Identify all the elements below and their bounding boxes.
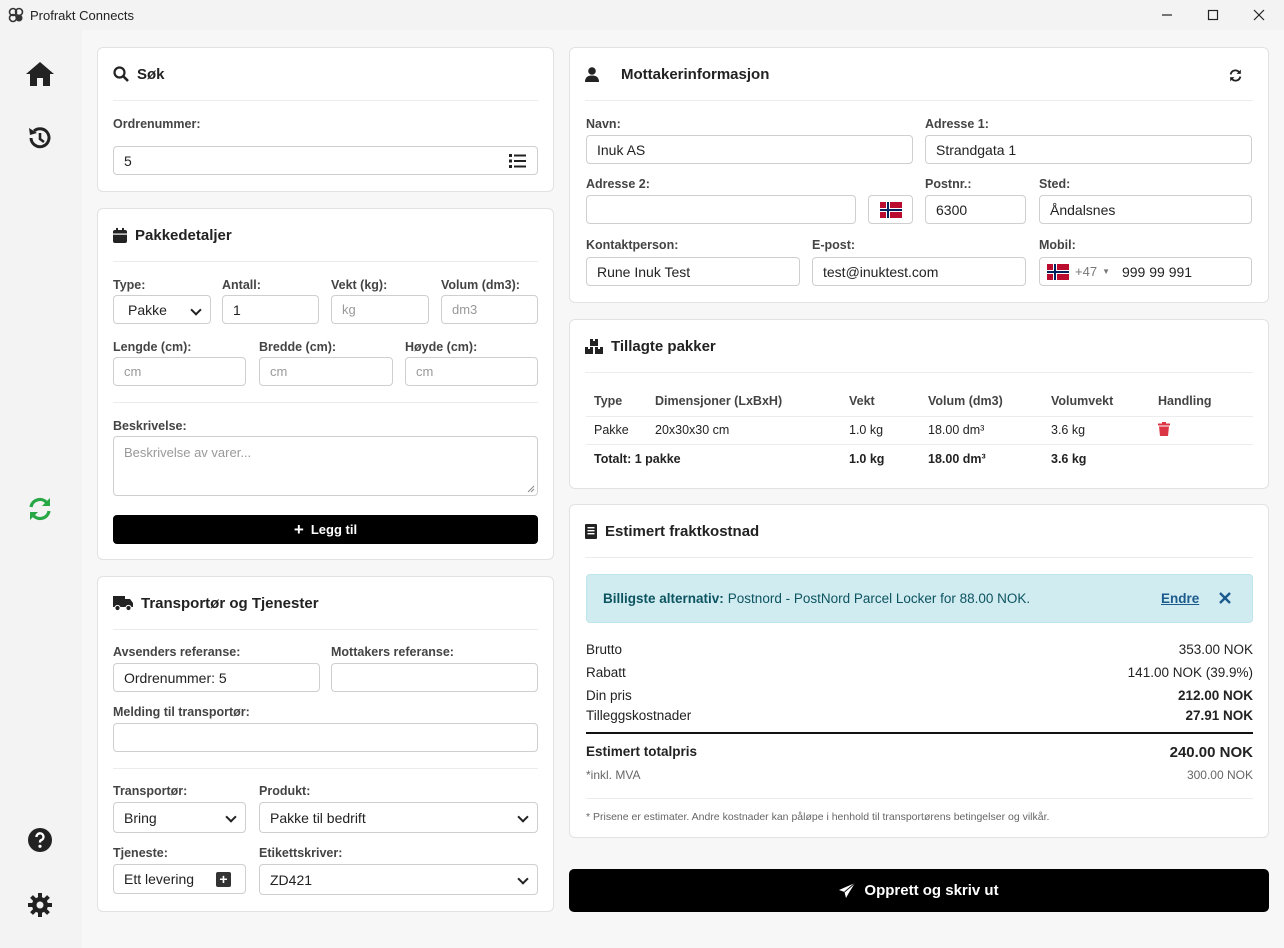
length-input[interactable] (113, 357, 246, 386)
maximize-icon (1207, 9, 1219, 21)
printer-select[interactable] (259, 864, 538, 895)
divider (113, 768, 538, 769)
receiver-header (585, 48, 1253, 101)
address1-input[interactable] (925, 135, 1252, 164)
search-title: Søk (137, 65, 165, 83)
count-label: Antall: (222, 278, 261, 292)
column-header: Vekt (849, 394, 875, 409)
printer-value: ZD421 (270, 871, 313, 888)
gear-icon (27, 892, 53, 918)
table-cell: 20x30x30 cm (655, 423, 730, 437)
length-placeholder: cm (124, 364, 142, 379)
place-value: Åndalsnes (1050, 201, 1116, 218)
create-and-print-label: Opprett og skriv ut (864, 882, 999, 899)
email-label: E-post: (812, 238, 856, 252)
extra-costs-label: Tilleggskostnader (586, 708, 692, 723)
norway-flag-icon (880, 202, 902, 218)
cost-title: Estimert fraktkostnad (605, 522, 760, 540)
column-header: Handling (1158, 394, 1212, 409)
table-total-row (586, 444, 1253, 474)
order-number-input[interactable] (113, 146, 538, 175)
column-header: Type (594, 394, 623, 409)
column-header: Volumvekt (1051, 394, 1114, 409)
vat-row (586, 768, 1253, 782)
sender-ref-value: Ordrenummer: 5 (124, 669, 227, 686)
service-value: Ett levering (124, 871, 195, 887)
window-title: Profrakt Connects (30, 8, 135, 23)
table-row (586, 416, 1253, 444)
vat-label: *inkl. MVA (586, 768, 641, 782)
cost-header (585, 505, 1253, 558)
contact-input[interactable] (586, 257, 800, 286)
mobile-country-code[interactable]: +47 (1075, 264, 1098, 279)
product-select[interactable] (259, 802, 538, 833)
your-price-row (586, 688, 1253, 703)
your-price-label: Din pris (586, 688, 632, 703)
address1-label: Adresse 1: (925, 117, 989, 131)
carrier-label: Transportør: (113, 784, 188, 798)
norway-flag-icon[interactable] (1047, 264, 1069, 280)
contact-value: Rune Inuk Test (597, 263, 691, 280)
service-field[interactable] (113, 864, 246, 894)
name-label: Navn: (586, 117, 621, 131)
settings-button[interactable] (24, 889, 56, 921)
postnr-value: 6300 (936, 201, 968, 218)
column-header: Dimensjoner (LxBxH) (655, 394, 783, 409)
length-label: Lengde (cm): (113, 340, 192, 354)
add-package-label: Legg til (310, 522, 358, 537)
extra-costs-row (586, 708, 1253, 723)
message-label: Melding til transportør: (113, 705, 250, 719)
weight-label: Vekt (kg): (331, 278, 388, 292)
title-bar (0, 0, 1284, 30)
home-button[interactable] (24, 58, 56, 90)
volume-label: Volum (dm3): (441, 278, 520, 292)
volume-placeholder: dm3 (452, 302, 478, 317)
place-input[interactable] (1039, 195, 1252, 224)
history-button[interactable] (24, 122, 56, 154)
add-package-button[interactable] (113, 515, 538, 544)
plus-icon: + (293, 519, 304, 539)
table-cell: 18.00 dm³ (928, 452, 986, 467)
cheapest-alert (586, 574, 1253, 623)
country-button[interactable] (868, 195, 913, 224)
receiver-title: Mottakerinformasjon (621, 65, 770, 83)
height-placeholder: cm (416, 364, 434, 379)
rabatt-row (586, 665, 1253, 680)
help-icon (27, 827, 53, 853)
vat-value: 300.00 NOK (1186, 768, 1253, 782)
alert-bold-text: Billigste alternativ: (603, 591, 724, 606)
table-cell (1158, 416, 1253, 444)
trash-icon[interactable] (1158, 422, 1170, 436)
mobile-value: 999 99 991 (1121, 263, 1193, 280)
transport-header (113, 577, 538, 630)
description-textarea[interactable] (113, 436, 538, 496)
app-logo-icon (8, 7, 24, 23)
brutto-row (586, 642, 1253, 657)
width-label: Bredde (cm): (259, 340, 337, 354)
address1-value: Strandgata 1 (936, 141, 1017, 158)
boxes-icon (585, 339, 603, 354)
printer-label: Etikettskriver: (259, 846, 343, 860)
caret-down-icon[interactable]: ▼ (1102, 267, 1110, 276)
table-cell (1158, 444, 1253, 474)
brutto-label: Brutto (586, 642, 623, 657)
weight-input[interactable] (331, 295, 429, 324)
packages-table (586, 387, 1253, 474)
service-label: Tjeneste: (113, 846, 168, 860)
added-packages-title: Tillagte pakker (611, 337, 716, 355)
total-row (586, 742, 1253, 759)
package-title: Pakkedetaljer (135, 226, 232, 244)
package-header (113, 209, 538, 262)
table-cell: 3.6 kg (1051, 452, 1087, 467)
change-link[interactable]: Endre (1161, 591, 1200, 606)
added-packages-card (569, 319, 1269, 489)
resize-handle-icon[interactable] (527, 485, 535, 493)
transport-title: Transportør og Tjenester (141, 594, 319, 612)
sidebar (0, 30, 82, 948)
type-label: Type: (113, 278, 146, 292)
type-select[interactable] (113, 295, 211, 324)
history-icon (26, 124, 54, 152)
table-cell: 1.0 kg (849, 452, 885, 467)
table-cell: 3.6 kg (1051, 423, 1086, 437)
name-value: Inuk AS (597, 141, 646, 158)
home-icon (25, 60, 55, 88)
width-placeholder: cm (270, 364, 288, 379)
height-input[interactable] (405, 357, 538, 386)
email-value: test@inuktest.com (823, 263, 939, 280)
brutto-value: 353.00 NOK (1178, 642, 1253, 657)
sender-ref-input[interactable] (113, 663, 320, 692)
description-label: Beskrivelse: (113, 419, 187, 433)
receipt-icon (585, 524, 597, 539)
transport-card (97, 576, 554, 912)
address2-label: Adresse 2: (586, 177, 650, 191)
type-value: Pakke (128, 301, 167, 318)
carrier-select[interactable] (113, 802, 246, 833)
search-header (113, 48, 538, 101)
receiver-card (569, 47, 1269, 303)
product-value: Pakke til bedrift (270, 809, 366, 826)
minimize-icon (1161, 9, 1173, 21)
address2-input[interactable] (586, 195, 856, 224)
order-list-icon[interactable] (509, 154, 526, 168)
count-value: 1 (233, 301, 241, 318)
total-value: 240.00 NOK (1169, 744, 1253, 761)
extra-costs-value: 27.91 NOK (1185, 708, 1253, 723)
rabatt-value: 141.00 NOK (39.9%) (1127, 665, 1253, 680)
volume-input[interactable] (441, 295, 538, 324)
sync-icon (26, 495, 54, 523)
order-number-value: 5 (124, 152, 132, 169)
total-divider (586, 732, 1253, 734)
description-placeholder: Beskrivelse av varer... (124, 445, 252, 460)
added-packages-header (585, 320, 1253, 373)
search-card (97, 47, 554, 192)
height-label: Høyde (cm): (405, 340, 478, 354)
column-header: Volum (dm3) (928, 394, 1003, 409)
table-cell: 1.0 kg (849, 423, 884, 437)
width-input[interactable] (259, 357, 393, 386)
carrier-value: Bring (124, 809, 157, 826)
table-header-row (586, 387, 1253, 416)
product-label: Produkt: (259, 784, 311, 798)
place-label: Sted: (1039, 177, 1071, 191)
search-icon (113, 66, 129, 82)
mobile-label: Mobil: (1039, 238, 1076, 252)
table-cell: 18.00 dm³ (928, 423, 985, 437)
close-icon[interactable] (1219, 592, 1231, 604)
close-icon (1253, 9, 1265, 21)
receiver-ref-input[interactable] (331, 663, 538, 692)
divider (586, 798, 1253, 799)
postnr-input[interactable] (925, 195, 1026, 224)
close-window-button[interactable] (1236, 0, 1282, 30)
sender-ref-label: Avsenders referanse: (113, 645, 241, 659)
paper-plane-icon (839, 883, 855, 899)
maximize-button[interactable] (1190, 0, 1236, 30)
order-number-label: Ordrenummer: (113, 117, 201, 131)
sync-button[interactable] (24, 493, 56, 525)
minimize-button[interactable] (1144, 0, 1190, 30)
divider (113, 402, 538, 403)
truck-icon (113, 596, 133, 611)
table-cell: Totalt: 1 pakke (594, 452, 681, 467)
receiver-ref-label: Mottakers referanse: (331, 645, 454, 659)
your-price-value: 212.00 NOK (1177, 688, 1253, 703)
create-and-print-button[interactable] (569, 869, 1269, 912)
weight-placeholder: kg (342, 302, 356, 317)
count-input[interactable] (222, 295, 319, 324)
help-button[interactable] (24, 824, 56, 856)
add-service-icon[interactable]: + (216, 872, 231, 887)
name-input[interactable] (586, 135, 913, 164)
alert-text: Postnord - PostNord Parcel Locker for 88.00 NOK. (727, 591, 1031, 606)
package-details-card (97, 208, 554, 560)
contact-label: Kontaktperson: (586, 238, 679, 252)
rabatt-label: Rabatt (586, 665, 626, 680)
cost-card (569, 504, 1269, 838)
postnr-label: Postnr.: (925, 177, 972, 191)
refresh-icon[interactable] (1228, 68, 1243, 83)
table-cell: Pakke (594, 423, 629, 437)
estimate-note: * Prisene er estimater. Andre kostnader kan påløpe i henhold til transportørens betingelser og vilkår. (586, 811, 1050, 823)
box-icon (113, 228, 127, 243)
message-input[interactable] (113, 723, 538, 752)
mobile-input[interactable] (1039, 257, 1252, 286)
user-icon (585, 67, 599, 82)
total-label: Estimert totalpris (586, 744, 698, 759)
email-input[interactable] (812, 257, 1026, 286)
